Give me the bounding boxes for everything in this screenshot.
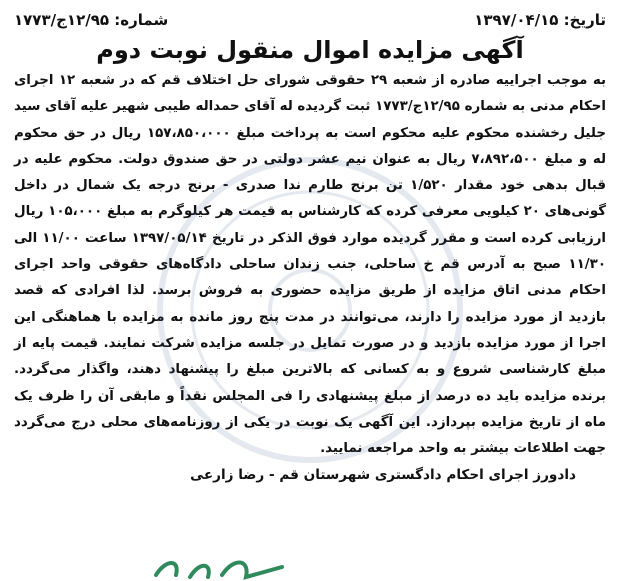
signature-line: دادورز اجرای احکام دادگستری شهرستان قم - رضا زارعی — [190, 467, 576, 484]
notice-body: به موجب اجراییه صادره از شعبه ۲۹ حقوقی شورای حل اختلاف قم که در شعبه ۱۲ اجرای احکام مدنی به شماره ۱۲/۹۵ج/۱۷۷۳ ثبت گردیده له آقای حمداله طیبی شهیر علیه آقای سید جلیل رخشنده محکوم علیه محکوم است به پرداخت مبلغ ۱۵۷،۸۵۰،۰۰۰ ریال در حق محکوم له و مبلغ ۷،۸۹۲،۵۰۰ ریال به عنوان نیم عشر دولتی در حق صندوق دولت. محکوم علیه در قبال بدهی خود مقدار ۱/۵۲۰ تن برنج طارم ندا صدری - برنج درجه یک شمال در داخل گونی‌های ۲۰ کیلویی معرفی کرده که کارشناس به قیمت هر کیلوگرم به مبلغ ۱۰۵،۰۰۰ ریال ارزیابی کرده است و مقرر گردیده موارد فوق الذکر در تاریخ ۱۳۹۷/۰۵/۱۴ ساعت ۱۱/۰۰ الی ۱۱/۳۰ صبح به آدرس قم خ ساحلی، جنب زندان ساحلی دادگاه‌های حقوقی واحد اجرای احکام مدنی اتاق مزایده از طریق مزایده حضوری به فروش برسد. لذا افرادی که قصد بازدید از مورد مزایده را دارند، می‌توانند در مدت پنج روز مانده به مزایده با هماهنگی این اجرا از مورد مزایده بازدید و در صورت تمایل در جلسه مزایده شرکت نمایند. قیمت پایه از مبلغ کارشناسی شروع و به کسانی که بالاترین مبلغ را پیشنهاد دهند، واگذار می‌گردد. برنده مزایده باید ده درصد از مبلغ پیشنهادی را فی المجلس نقداً و مابقی آن را ظرف یک ماه از تاریخ مزایده بپردازد. این آگهی یک نوبت در یکی از روزنامه‌های محلی درج می‌گردد جهت اطلاعات بیشتر به واحد مراجعه نمایید. — [14, 73, 607, 457]
reference-number — [14, 11, 168, 29]
date-label: تاریخ: — [563, 11, 606, 29]
date-value: ۱۳۹۷/۰۴/۱۵ — [474, 11, 559, 29]
notice-title: آگهی مزایده اموال منقول نوبت دوم — [96, 36, 524, 64]
number-value: ۱۲/۹۵ج/۱۷۷۳ — [14, 11, 110, 29]
date — [474, 11, 606, 29]
header — [14, 6, 606, 34]
handwritten-mark-icon — [150, 555, 290, 581]
number-label: شماره: — [114, 11, 169, 29]
